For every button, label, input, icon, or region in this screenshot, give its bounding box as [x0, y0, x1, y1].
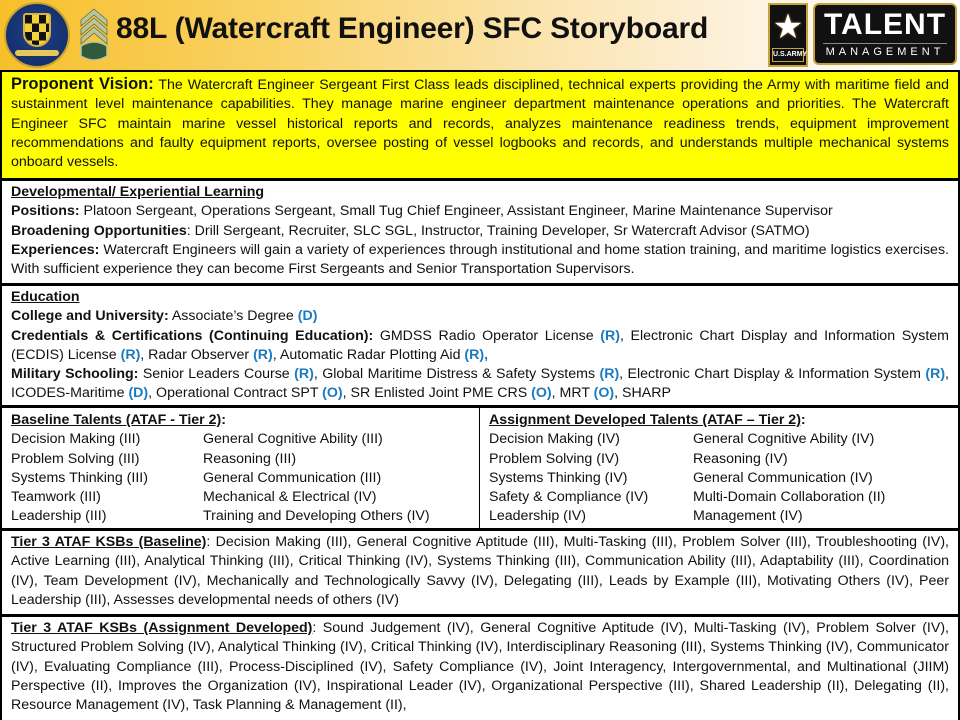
item-text: , MRT [551, 385, 594, 402]
talent-management-logo [813, 3, 957, 65]
broadening-row [11, 222, 949, 241]
experiences-row [11, 241, 949, 280]
talent-item: Teamwork (III) [11, 489, 101, 506]
requirement-tag: (D) [297, 308, 318, 325]
ksb-baseline-heading: Tier 3 ATAF KSBs (Baseline) [11, 534, 207, 550]
developmental-heading: Developmental/ Experiential Learning [11, 184, 265, 200]
education-section [0, 284, 960, 407]
talent-item: Management (IV) [693, 508, 803, 525]
broadening-text: : Drill Sergeant, Recruiter, SLC SGL, Instructor, Training Developer, Sr Watercraft Advisor (SATMO) [186, 222, 810, 239]
army-star-icon: ★ [772, 8, 804, 46]
talent-item: Problem Solving (IV) [489, 450, 620, 467]
baseline-talents-panel [2, 408, 480, 528]
talent-item: Systems Thinking (III) [11, 469, 148, 486]
ksb-assignment-text: : Sound Judgement (IV), General Cognitive Aptitude (IV), Multi-Tasking (IV), Problem Solver (IV), Structured Problem Solving (IV), Analytical Thinking (IV), Critical Thinking (IV), Interdisciplinary Reasoning (III), Systems Thinking (IV), Communicator (IV), Evaluating Compliance (III), Process-Disciplined (IV), Safety Compliance (IV), Joint Interagency, Intergovernmental, and Multinational (JIIM) Perspective (II), Improves the Organization (IV), Inspirational Leader (IV), Organizational Perspective (III), Shared Leadership (II), Delegating (II), Resource Management (IV), Task Planning & Management (II), [11, 620, 949, 714]
assignment-talents-panel [480, 408, 958, 528]
heading-colon: : [800, 412, 806, 428]
tm-logo-line2: MANAGEMENT [825, 46, 945, 58]
crest-shield-icon [23, 13, 51, 47]
army-logo-text: U.S.ARMY [772, 48, 804, 62]
baseline-talents-heading: Baseline Talents (ATAF - Tier 2) [11, 412, 222, 428]
talent-item: Problem Solving (III) [11, 450, 140, 467]
requirement-tag: (R) [925, 366, 946, 383]
requirement-tag: (R) [599, 366, 620, 383]
header-banner [0, 0, 960, 70]
credentials-label: Credentials & Certifications (Continuing Education): [11, 327, 374, 344]
education-heading: Education [11, 289, 80, 305]
developmental-learning-section [0, 179, 960, 285]
heading-colon: : [221, 412, 226, 428]
talent-item: Leadership (IV) [489, 508, 586, 525]
vision-label: Proponent Vision: [11, 75, 154, 93]
item-text: , SR Enlisted Joint PME CRS [342, 385, 532, 402]
college-text [169, 308, 318, 324]
military-schooling-text [11, 366, 949, 401]
ksb-baseline-text: : Decision Making (III), General Cognitive Aptitude (III), Multi-Tasking (III), Problem Solver (III), Troubleshooting (IV), Active Learning (III), Analytical Thinking (III), Critical Thinking (IV), Systems Thinking (III), Communication Ability (III), Adaptability (III), Coordination (IV), Team Development (IV), Mechanically and Technologically Savvy (IV), Delegating (III), Leads by Example (III), Motivating Others (IV), Peer Leadership (III), Assesses developmental needs of others (IV) [11, 534, 949, 608]
talent-item: Systems Thinking (IV) [489, 469, 628, 486]
ksb-assignment-heading: Tier 3 ATAF KSBs (Assignment Developed) [11, 620, 313, 636]
military-schooling-label: Military Schooling: [11, 366, 139, 383]
talent-item: Mechanical & Electrical (IV) [203, 489, 377, 506]
assignment-talents-heading-row [489, 411, 949, 430]
talent-item: Leadership (III) [11, 508, 107, 525]
talents-section [0, 406, 960, 530]
regimental-crest-icon [4, 2, 70, 68]
ksb-assignment-section [0, 615, 960, 720]
tm-logo-divider [823, 43, 947, 44]
baseline-talents-list [11, 430, 470, 526]
item-text: Associate’s Degree [168, 308, 298, 325]
requirement-tag: (R) [120, 346, 141, 363]
broadening-label: Broadening Opportunities [11, 222, 187, 239]
item-text: , Operational Contract SPT [148, 385, 323, 402]
page-title: 88L (Watercraft Engineer) SFC Storyboard [116, 12, 709, 45]
experiences-label: Experiences: [11, 241, 100, 258]
military-schooling-row [11, 365, 949, 404]
college-row [11, 307, 949, 326]
experiences-text: Watercraft Engineers will gain a variety of experiences through institutional and home station training, and maritime logistics exercises. With sufficient experience they can become First Sergeants and Senior Transportation Supervisors. [11, 241, 949, 278]
requirement-tag: (R), [464, 346, 489, 363]
sfc-rank-insignia-icon [80, 8, 108, 62]
talent-item: Safety & Compliance (IV) [489, 489, 649, 506]
assignment-talents-heading: Assignment Developed Talents (ATAF – Tier 2) [489, 412, 801, 428]
positions-row [11, 202, 949, 221]
crest-scroll-icon [15, 50, 59, 56]
assignment-talents-list [489, 430, 949, 526]
talent-item: Decision Making (IV) [489, 431, 620, 448]
item-text: , Electronic Chart Display and Information System (ECDIS) License [11, 327, 949, 363]
talent-item: General Cognitive Ability (IV) [693, 431, 875, 448]
requirement-tag: (O) [531, 385, 552, 402]
requirement-tag: (R) [294, 366, 314, 383]
talent-item: Decision Making (III) [11, 431, 141, 448]
us-army-logo [768, 3, 808, 67]
item-text: GMDSS Radio Operator License [373, 327, 601, 344]
item-text: , Electronic Chart Display & Information System [619, 366, 926, 383]
requirement-tag: (O) [593, 385, 615, 402]
baseline-talents-heading-row [11, 411, 470, 430]
requirement-tag: (O) [322, 385, 343, 402]
positions-label: Positions: [11, 203, 80, 220]
item-text: , Radar Observer [140, 346, 254, 363]
vision-text: The Watercraft Engineer Sergeant First Class leads disciplined, technical experts providing the Army with maritime field and sustainment level maintenance capabilities. They manage marine engineer department maintenance operations and priorities. The Watercraft Engineer SFC maintain marine vessel historical reports and records, analyzes maintenance readiness trends, equipment improvement recommendations and faulty equipment reports, oversee posting of vessel logbooks and records, and understands multiple mechanical systems onboard vessels. [11, 77, 949, 171]
requirement-tag: (D) [128, 385, 149, 402]
talent-item: General Communication (IV) [693, 469, 873, 486]
requirement-tag: (R) [600, 327, 620, 344]
proponent-vision-section [0, 70, 960, 180]
positions-text: Platoon Sergeant, Operations Sergeant, Small Tug Chief Engineer, Assistant Engineer, Marine Maintenance Supervisor [79, 203, 833, 220]
talent-item: Reasoning (IV) [693, 450, 788, 467]
requirement-tag: (R) [253, 346, 273, 363]
college-label: College and University: [11, 308, 169, 325]
talent-item: Multi-Domain Collaboration (II) [693, 489, 886, 506]
credentials-row [11, 327, 949, 366]
talent-item: General Communication (III) [203, 469, 382, 486]
tm-logo-line1: TALENT [823, 8, 947, 41]
talent-item: Reasoning (III) [203, 450, 297, 467]
item-text: , ICODES-Maritime [11, 366, 949, 402]
ksb-baseline-section [0, 529, 960, 616]
talent-item: Training and Developing Others (IV) [203, 508, 430, 525]
talent-item: General Cognitive Ability (III) [203, 431, 383, 448]
item-text: Senior Leaders Course [138, 366, 295, 383]
item-text: , Automatic Radar Plotting Aid [272, 346, 465, 363]
item-text: , Global Maritime Distress & Safety Systems [313, 366, 600, 383]
item-text: , SHARP [614, 385, 671, 402]
